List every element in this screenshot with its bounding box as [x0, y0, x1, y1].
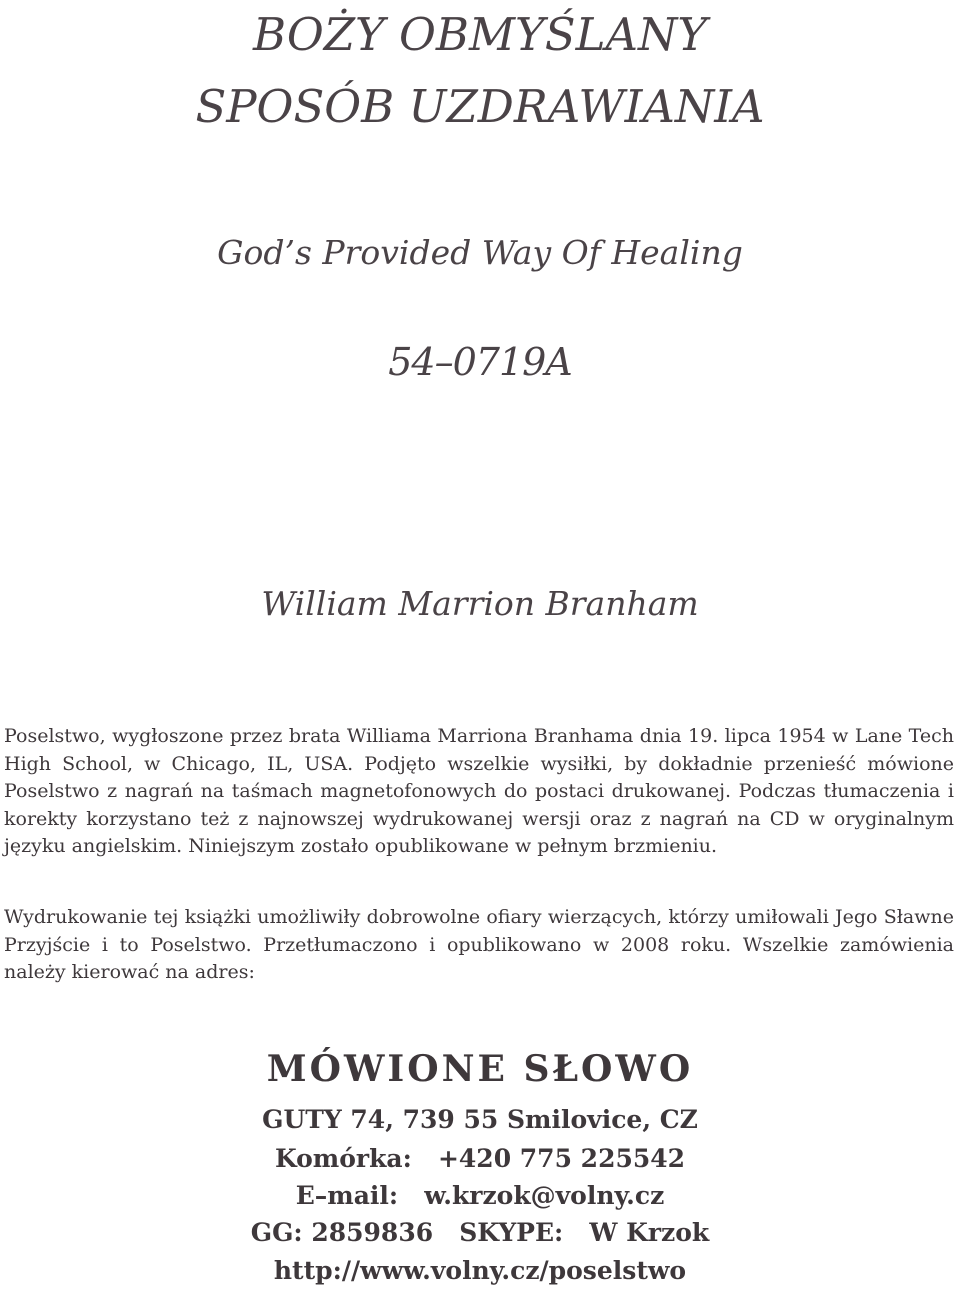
sermon-code: 54–0719A — [388, 340, 572, 384]
title-line-1: BOŻY OBMYŚLANY — [252, 8, 708, 61]
publisher-name: MÓWIONE SŁOWO — [266, 1048, 694, 1090]
intro-paragraph: Poselstwo, wygłoszone przez brata Williama Marriona Branhama dnia 19. lipca 1954 w Lane Tech High School, w Chicago, IL, USA. Podjęto wszelkie wysiłki, by dokładnie przenieść mówione Poselstwo z nagrań na taśmach magnetofonowych do postaci drukowanej. Podczas tłumaczenia i korekty korzystano też z najnowszej wydrukowanej wersji oraz z nagrań na CD w oryginalnym języku angielskim. Niniejszym zostało opublikowane w pełnym brzmieniu. — [4, 725, 954, 857]
publisher-address: GUTY 74, 739 55 Smilovice, CZ — [262, 1105, 698, 1134]
english-subtitle: God’s Provided Way Of Healing — [217, 233, 743, 272]
ordering-paragraph: Wydrukowanie tej książki umożliwiły dobrowolne ofiary wierzących, którzy umiłowali Jego Sławne Przyjście i to Poselstwo. Przetłumaczono i opublikowano w 2008 roku. Wszelkie zamówienia należy kierować na adres: — [4, 906, 954, 983]
title-line-2: SPOSÓB UZDRAWIANIA — [195, 80, 765, 133]
publisher-mobile: Komórka: +420 775 225542 — [274, 1144, 686, 1173]
publisher-gg-skype: GG: 2859836 SKYPE: W Krzok — [250, 1218, 710, 1247]
author-name: William Marrion Branham — [261, 584, 699, 623]
publisher-website: http://www.volny.cz/poselstwo — [273, 1256, 687, 1285]
publisher-email: E–mail: w.krzok@volny.cz — [295, 1181, 665, 1210]
